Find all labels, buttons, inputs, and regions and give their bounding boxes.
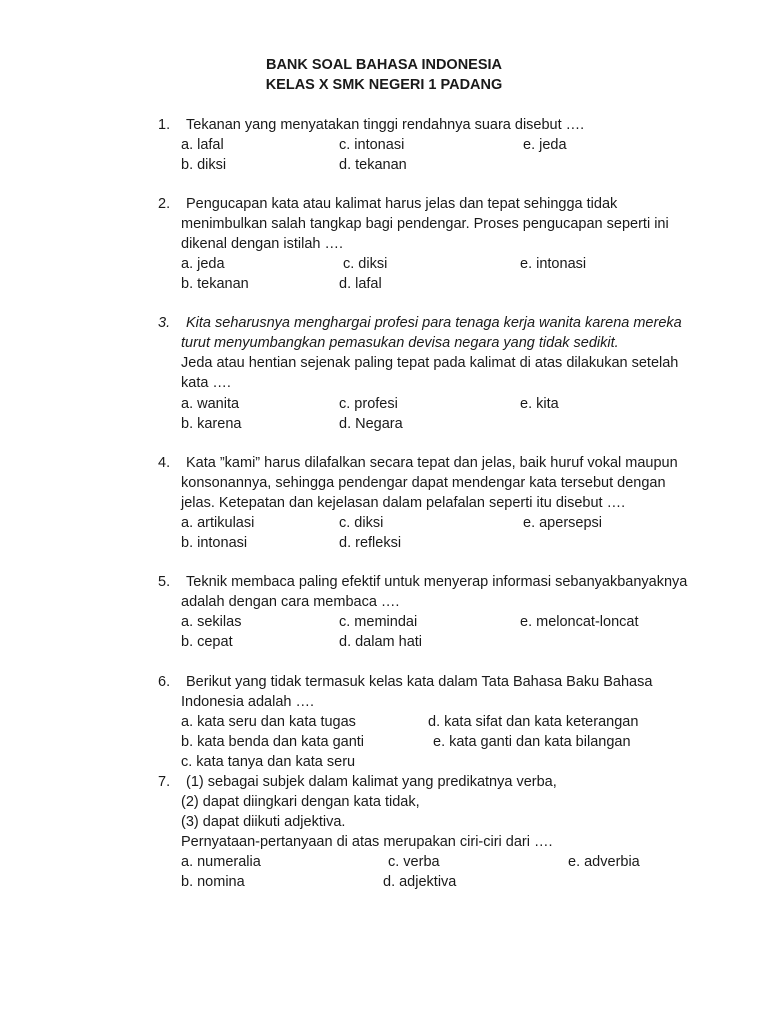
option-e: e. meloncat-loncat bbox=[520, 614, 639, 630]
option-c: c. kata tanya dan kata seru bbox=[181, 754, 356, 770]
question-number: 3. bbox=[158, 315, 171, 331]
question-number: 6. bbox=[158, 674, 171, 690]
option-d: d. Negara bbox=[339, 416, 403, 432]
document-subtitle: KELAS X SMK NEGERI 1 PADANG bbox=[265, 77, 503, 93]
question-stem: Pengucapan kata atau kalimat harus jelas dan tepat sehingga tidak bbox=[186, 196, 618, 212]
option-a: a. numeralia bbox=[181, 854, 261, 870]
question-stem: Tekanan yang menyatakan tinggi rendahnya suara disebut …. bbox=[186, 117, 585, 133]
option-d: d. lafal bbox=[339, 276, 382, 292]
question-number: 1. bbox=[158, 117, 171, 133]
question-stem: dikenal dengan istilah …. bbox=[181, 236, 344, 252]
question-number: 7. bbox=[158, 774, 171, 790]
document-title: BANK SOAL BAHASA INDONESIA bbox=[265, 57, 503, 73]
option-e: e. jeda bbox=[523, 137, 567, 153]
question-stem: Teknik membaca paling efektif untuk menyerap informasi sebanyakbanyaknya bbox=[186, 574, 688, 590]
question-stem: adalah dengan cara membaca …. bbox=[181, 594, 400, 610]
option-c: c. intonasi bbox=[339, 137, 405, 153]
option-d: d. refleksi bbox=[339, 535, 402, 551]
option-a: a. wanita bbox=[181, 396, 240, 412]
option-a: a. kata seru dan kata tugas bbox=[181, 714, 356, 730]
option-e: e. kita bbox=[520, 396, 559, 412]
question-number: 4. bbox=[158, 455, 171, 471]
question-stem: Jeda atau hentian sejenak paling tepat pada kalimat di atas dilakukan setelah bbox=[181, 355, 679, 371]
question-stem: (1) sebagai subjek dalam kalimat yang predikatnya verba, bbox=[186, 774, 557, 790]
question-number: 2. bbox=[158, 196, 171, 212]
option-d: d. tekanan bbox=[339, 157, 407, 173]
option-a: a. lafal bbox=[181, 137, 224, 153]
option-d: d. adjektiva bbox=[383, 874, 457, 890]
option-a: a. sekilas bbox=[181, 614, 242, 630]
option-b: b. cepat bbox=[181, 634, 233, 650]
question-stem: Pernyataan-pertanyaan di atas merupakan ciri-ciri dari …. bbox=[181, 834, 553, 850]
question-stem: kata …. bbox=[181, 375, 231, 391]
option-b: b. nomina bbox=[181, 874, 245, 890]
option-e: e. kata ganti dan kata bilangan bbox=[433, 734, 631, 750]
option-e: e. apersepsi bbox=[523, 515, 602, 531]
question-number: 5. bbox=[158, 574, 171, 590]
option-b: b. kata benda dan kata ganti bbox=[181, 734, 365, 750]
option-c: c. memindai bbox=[339, 614, 418, 630]
question-stem: Indonesia adalah …. bbox=[181, 694, 315, 710]
quoted-sentence: turut menyumbangkan pemasukan devisa negara yang tidak sedikit. bbox=[181, 335, 619, 351]
question-stem: (3) dapat diikuti adjektiva. bbox=[181, 814, 346, 830]
option-b: b. diksi bbox=[181, 157, 227, 173]
option-c: c. verba bbox=[388, 854, 440, 870]
question-stem: Berikut yang tidak termasuk kelas kata dalam Tata Bahasa Baku Bahasa bbox=[186, 674, 653, 690]
question-stem: konsonannya, sehingga pendengar dapat mendengar kata tersebut dengan bbox=[181, 475, 666, 491]
option-e: e. intonasi bbox=[520, 256, 587, 272]
option-b: b. intonasi bbox=[181, 535, 248, 551]
question-stem: jelas. Ketepatan dan kejelasan dalam pelafalan seperti itu disebut …. bbox=[181, 495, 626, 511]
option-a: a. jeda bbox=[181, 256, 225, 272]
quoted-sentence: Kita seharusnya menghargai profesi para tenaga kerja wanita karena mereka bbox=[186, 315, 682, 331]
option-b: b. karena bbox=[181, 416, 242, 432]
option-d: d. dalam hati bbox=[339, 634, 423, 650]
option-e: e. adverbia bbox=[568, 854, 640, 870]
question-stem: menimbulkan salah tangkap bagi pendengar. Proses pengucapan seperti ini bbox=[181, 216, 669, 232]
option-c: c. diksi bbox=[339, 515, 384, 531]
option-d: d. kata sifat dan kata keterangan bbox=[428, 714, 639, 730]
option-c: c. diksi bbox=[343, 256, 388, 272]
option-c: c. profesi bbox=[339, 396, 398, 412]
option-a: a. artikulasi bbox=[181, 515, 255, 531]
option-b: b. tekanan bbox=[181, 276, 249, 292]
question-stem: (2) dapat diingkari dengan kata tidak, bbox=[181, 794, 420, 810]
question-stem: Kata ”kami” harus dilafalkan secara tepat dan jelas, baik huruf vokal maupun bbox=[186, 455, 678, 471]
